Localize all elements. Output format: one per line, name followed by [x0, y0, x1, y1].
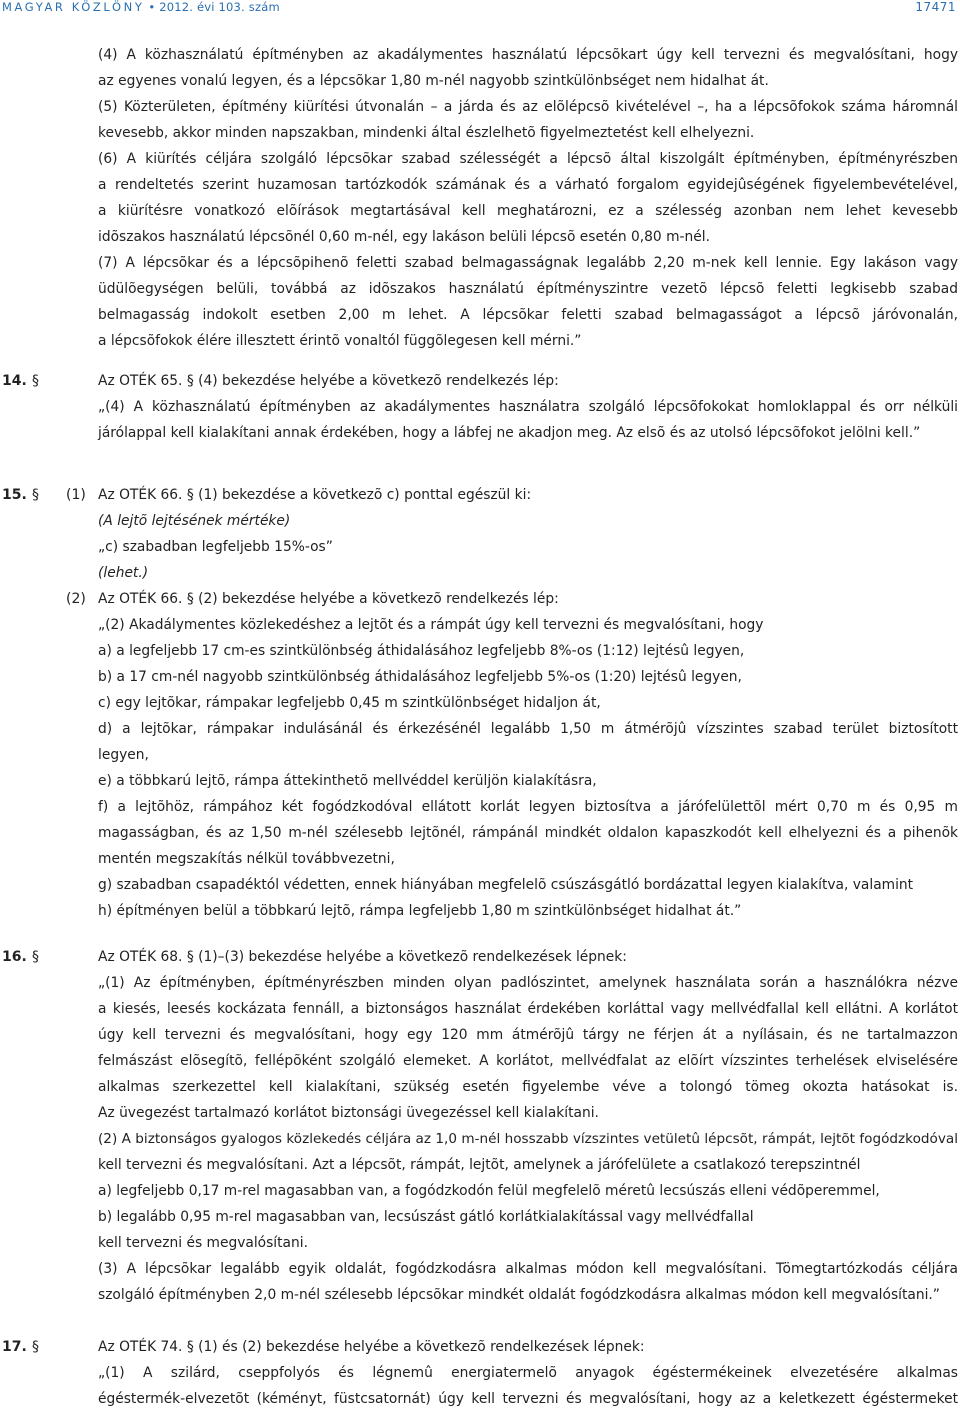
text-line: (lehet.) [98, 565, 149, 581]
text-line: kell tervezni és megvalósítani. Azt a lépcsõt, rámpát, lejtõt, amelynek a járófelülete a csatlakozó terepszintnél [98, 1157, 861, 1173]
text-line: a) a legfeljebb 17 cm-es szintkülönbség áthidalásához legfeljebb 8%-os (1:12) lejtésû legyen, [98, 643, 745, 659]
text-line: „(4) A közhasználatú építményben az akadálymentes használatra szolgáló lépcsõfokokat homloklappal és orr nélküli [98, 399, 958, 415]
section-number: 16. [2, 949, 27, 965]
text-line: legyen, [98, 747, 149, 763]
text-line: magasságban, és az 1,50 m-nél szélesebb lejtõnél, rámpánál mindkét oldalon kapaszkodót kell elhelyezni és a pihenõk [98, 825, 958, 841]
section-number: 15. [2, 487, 27, 503]
page-header [0, 0, 960, 14]
text-line: „(1) Az építményben, építményrészben minden olyan padlószintet, amelynek használata során a használókra nézve [98, 975, 958, 991]
section-sign: § [32, 949, 39, 965]
text-line: Az OTÉK 66. § (1) bekezdése a következõ c) ponttal egészül ki: [98, 487, 532, 503]
section-13-continuation [98, 42, 958, 354]
text-line: üdülõegységen belüli, továbbá az idõszakos használatú építményszintre vezetõ lépcsõ feletti legkisebb szabad [98, 281, 958, 297]
text-line: b) legalább 0,95 m-rel magasabban van, lecsúszást gátló korlátkialakítással vagy mellvédfallal [98, 1209, 754, 1225]
section-14-text [98, 368, 958, 446]
text-line: Az OTÉK 74. § (1) és (2) bekezdése helyébe a következõ rendelkezések lépnek: [98, 1339, 645, 1355]
subsection-number: (2) [66, 591, 86, 607]
text-line: kell tervezni és megvalósítani. [98, 1235, 308, 1251]
text-line: a kiesés, leesés kockázata fennáll, a biztonságos használat érdekében korláttal vagy mellvédfallal kell ellátni. A korlátot [98, 1001, 958, 1017]
text-line: (5) Közterületen, építmény kiürítési útvonalán – a járda és az elõlépcsõ kivételével –, ha a lépcsõfokok száma háromnál [98, 99, 958, 115]
text-line: (4) A közhasználatú építményben az akadálymentes használatú lépcsõkart úgy kell tervezni és megvalósítani, hogy [98, 47, 958, 63]
text-line: a kiürítésre vonatkozó elõírások megtartásával kell meghatározni, ez a szélesség azonban nem lehet kevesebb [98, 203, 958, 219]
section-15-1-text [98, 482, 958, 586]
text-line: a lépcsõfokok élére illesztett érintõ vonaltól függõlegesen kell mérni.” [98, 333, 582, 349]
text-line: a) legfeljebb 0,17 m-rel magasabban van, a fogódzkodón felül megfelelõ méretû lecsúszás elleni védõperemmel, [98, 1183, 880, 1199]
text-line: (A lejtõ lejtésének mértéke) [98, 513, 291, 529]
text-line: égéstermék-elvezetõt (kéményt, füstcsatornát) úgy kell tervezni és megvalósítani, hogy az a keletkezett égéstermeket [98, 1391, 958, 1407]
section-16-text [98, 944, 958, 1308]
text-line: belmagasság indokolt esetben 2,00 m lehet. A lépcsõkar feletti szabad belmagasságot a lépcsõ járóvonalán, [98, 307, 958, 323]
section-sign: § [32, 487, 39, 503]
text-line: az egyenes vonalú legyen, és a lépcsõkar 1,80 m-nél nagyobb szintkülönbséget nem hidalhat át. [98, 73, 769, 89]
section-sign: § [32, 373, 39, 389]
section-sign: § [32, 1339, 39, 1355]
text-line: Az OTÉK 66. § (2) bekezdése helyébe a következõ rendelkezés lép: [98, 591, 559, 607]
text-line: f) a lejtõhöz, rámpához két fogódzkodóval ellátott korlát legyen biztosítva a járófelülettõl mért 0,70 m és 0,95 m [98, 799, 958, 815]
section-15-2-text [98, 586, 958, 924]
text-line: „(2) Akadálymentes közlekedéshez a lejtõt és a rámpát úgy kell tervezni és megvalósítani, hogy [98, 617, 764, 633]
journal-title: MAGYAR KÖZLÖNY [2, 0, 145, 14]
bullet-icon: • [148, 0, 156, 14]
subsection-number: (1) [66, 487, 86, 503]
text-line: „(1) A szilárd, cseppfolyós és légnemû energiatermelõ anyagok égéstermékeinek elvezetésére alkalmas [98, 1365, 958, 1381]
text-line: alkalmas szerkezettel kell kialakítani, szükség esetén figyelembe véve a tolongó tömeg okozta hatásokat is. [98, 1079, 958, 1095]
text-line: felmászást elõsegítõ, fellépõként szolgáló elemeket. A korlátot, mellvédfalat az elõírt vízszintes terhelések elviselésére [98, 1053, 958, 1069]
text-line: úgy kell tervezni és megvalósítani, hogy egy 120 mm átmérõjû tárgy ne férjen át a nyílásain, és ne tartalmazzon [98, 1027, 958, 1043]
header-left [2, 0, 280, 14]
text-line: e) a többkarú lejtõ, rámpa áttekinthetõ mellvéddel kerüljön kialakításra, [98, 773, 597, 789]
text-line: „c) szabadban legfeljebb 15%-os” [98, 539, 333, 555]
text-line: d) a lejtõkar, rámpakar indulásánál és érkezésénél legalább 1,50 m átmérõjû vízszintes szabad terület biztosított [98, 721, 958, 737]
text-line: Az üvegezést tartalmazó korlátot biztonsági üvegezéssel kell kialakítani. [98, 1105, 599, 1121]
text-line: (6) A kiürítés céljára szolgáló lépcsõkar szabad szélességét a lépcsõ által kiszolgált építményben, építményrészben [98, 151, 958, 167]
text-line: mentén megszakítás nélkül továbbvezetni, [98, 851, 395, 867]
text-line: idõszakos használatú lépcsõnél 0,60 m-nél, egy lakáson belüli lépcsõ esetén 0,80 m-nél. [98, 229, 710, 245]
text-line: járólappal kell kialakítani annak érdekében, hogy a lábfej ne akadjon meg. Az elsõ és az utolsó lépcsõfokot jelölni kell.” [98, 425, 921, 441]
text-line: Az OTÉK 65. § (4) bekezdése helyébe a következõ rendelkezés lép: [98, 373, 559, 389]
text-line: Az OTÉK 68. § (1)–(3) bekezdése helyébe a következõ rendelkezések lépnek: [98, 949, 627, 965]
issue-label: 2012. évi 103. szám [159, 0, 280, 14]
text-line: (2) A biztonságos gyalogos közlekedés céljára az 1,0 m-nél hosszabb vízszintes vetületû lépcsõt, rámpát, lejtõt fogódzkodóval [98, 1131, 958, 1147]
text-line: a rendeltetés szerint huzamosan tartózkodók számának és a várható forgalom egyidejûségének figyelembevételével, [98, 177, 958, 193]
section-number: 14. [2, 373, 27, 389]
text-line: h) építményen belül a többkarú lejtõ, rámpa legfeljebb 1,80 m szintkülönbséget hidalhat át.” [98, 903, 742, 919]
section-17-text [98, 1334, 958, 1412]
page-number: 17471 [915, 0, 956, 14]
text-line: kevesebb, akkor minden napszakban, mindenki által észlelhetõ figyelmeztetést kell elhelyezni. [98, 125, 755, 141]
section-number: 17. [2, 1339, 27, 1355]
text-line: g) szabadban csapadéktól védetten, ennek hiányában megfelelõ csúszásgátló bordázattal legyen kialakítva, valamint [98, 877, 914, 893]
text-line: (3) A lépcsõkar legalább egyik oldalát, fogódzkodásra alkalmas módon kell megvalósítani. Tömegtartózkodás céljára [98, 1261, 958, 1277]
text-line: b) a 17 cm-nél nagyobb szintkülönbség áthidalásához legfeljebb 5%-os (1:20) lejtésû legyen, [98, 669, 742, 685]
text-line: (7) A lépcsõkar és a lépcsõpihenõ feletti szabad belmagasságnak legalább 2,20 m-nek kell lennie. Egy lakáson vagy [98, 255, 958, 271]
text-line: c) egy lejtõkar, rámpakar legfeljebb 0,45 m szintkülönbséget hidaljon át, [98, 695, 601, 711]
text-line: szolgáló építményben 2,0 m-nél szélesebb lépcsõkar mindkét oldalát fogódzkodásra alkalmas módon kell megvalósítani.” [98, 1287, 940, 1303]
